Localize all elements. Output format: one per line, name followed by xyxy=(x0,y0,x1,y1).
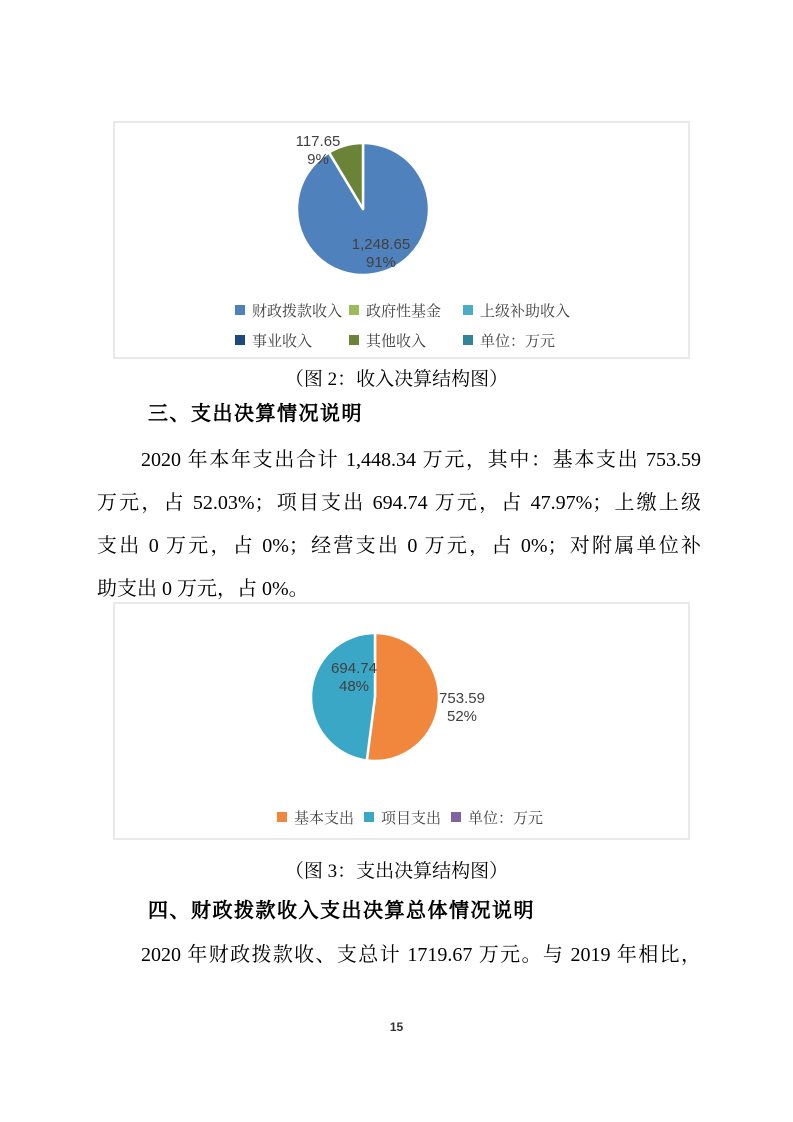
slice-value: 117.65 xyxy=(295,133,341,150)
paragraph-line: 助支出 0 万元，占 0%。 xyxy=(97,578,309,600)
legend-label: 财政拨款收入 xyxy=(252,303,343,320)
legend-label: 事业收入 xyxy=(252,333,313,350)
pie-slice xyxy=(311,633,375,760)
legend-swatch xyxy=(451,812,461,822)
legend-label: 上级补助收入 xyxy=(480,303,571,320)
page-number: 15 xyxy=(389,1020,404,1034)
legend-item xyxy=(364,807,451,828)
legend-item xyxy=(277,807,364,828)
legend-item xyxy=(235,330,349,351)
legend-item xyxy=(349,300,463,321)
expenditure-legend xyxy=(277,802,543,832)
slice-percent: 9% xyxy=(307,151,329,168)
section3-heading: 三、支出决算情况说明 xyxy=(148,403,363,425)
legend-label: 基本支出 xyxy=(294,810,355,827)
income-legend xyxy=(235,295,577,355)
legend-item xyxy=(463,300,577,321)
slice-percent: 91% xyxy=(365,254,397,271)
legend-row xyxy=(277,802,543,832)
figure2-caption: （图 2：收入决算结构图） xyxy=(284,369,509,390)
legend-swatch xyxy=(349,305,359,315)
slice-label-fiscal-income xyxy=(326,236,436,272)
slice-label-other-income xyxy=(263,133,373,169)
legend-swatch xyxy=(277,812,287,822)
legend-swatch xyxy=(349,335,359,345)
paragraph-fiscal-total: 2020 年财政拨款收、支总计 1719.67 万元。与 2019 年相比， xyxy=(141,944,701,966)
slice-label-basic-expenditure xyxy=(407,690,517,726)
legend-swatch xyxy=(463,335,473,345)
legend-row xyxy=(235,325,577,355)
paragraph-line: 万元，占 52.03%；项目支出 694.74 万元，占 47.97%；上缴上级 xyxy=(97,492,701,514)
paragraph-line: 2020 年本年支出合计 1,448.34 万元，其中：基本支出 753.59 xyxy=(141,449,701,471)
figure3-caption: （图 3：支出决算结构图） xyxy=(284,861,509,882)
legend-swatch xyxy=(364,812,374,822)
legend-row xyxy=(235,295,577,325)
legend-label: 其他收入 xyxy=(366,333,427,350)
legend-item xyxy=(235,300,349,321)
legend-item xyxy=(463,330,577,351)
legend-label: 单位：万元 xyxy=(468,810,544,827)
legend-label: 单位：万元 xyxy=(480,333,556,350)
paragraph-line: 支出 0 万元，占 0%；经营支出 0 万元，占 0%；对附属单位补 xyxy=(97,535,701,557)
legend-swatch xyxy=(463,305,473,315)
slice-value: 1,248.65 xyxy=(351,236,411,253)
paragraph-expenditure-summary xyxy=(97,439,701,611)
expenditure-chart-figure xyxy=(113,602,690,840)
legend-swatch xyxy=(235,305,245,315)
slice-percent: 52% xyxy=(446,708,478,725)
income-chart-figure xyxy=(113,121,690,359)
slice-value: 694.74 xyxy=(331,660,377,677)
slice-label-project-expenditure xyxy=(299,660,409,696)
legend-item xyxy=(451,807,543,828)
slice-value: 753.59 xyxy=(439,690,485,707)
legend-label: 项目支出 xyxy=(381,810,442,827)
section4-heading: 四、财政拨款收入支出决算总体情况说明 xyxy=(148,900,535,922)
legend-swatch xyxy=(235,335,245,345)
legend-item xyxy=(349,330,463,351)
slice-percent: 48% xyxy=(338,678,370,695)
legend-label: 政府性基金 xyxy=(366,303,442,320)
